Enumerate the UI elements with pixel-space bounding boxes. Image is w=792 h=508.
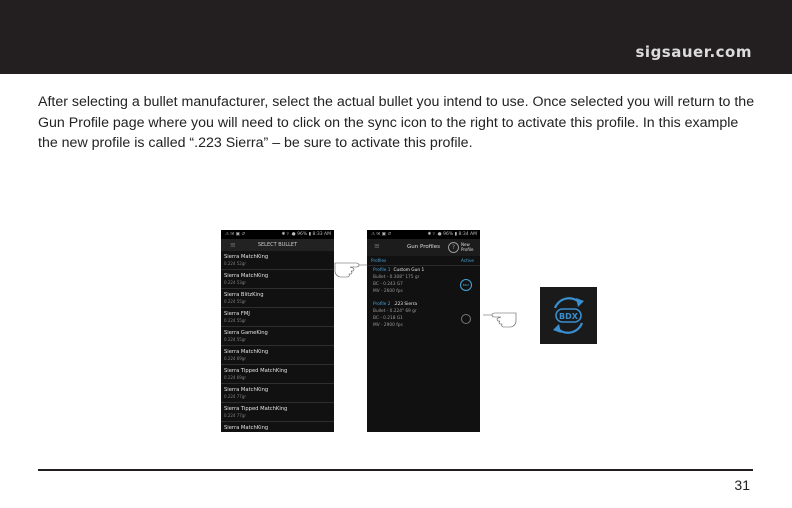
profile-2-label: Profile 2 <box>373 302 391 307</box>
brand-url[interactable]: sigsauer.com <box>635 43 752 61</box>
bullet-item[interactable] <box>221 403 334 422</box>
pointing-hand-icon <box>334 256 368 280</box>
phone-screenshot-gun-profiles <box>367 230 480 432</box>
profile-1-bc: BC - 0.243 G7 <box>373 282 403 287</box>
sync-icon[interactable] <box>540 287 597 344</box>
bullet-detail: 0.224 69gr <box>224 375 246 380</box>
bullet-item[interactable] <box>221 422 334 432</box>
new-profile-line1: New <box>461 242 470 247</box>
bullet-name: Sierra MatchKing <box>224 273 269 279</box>
bullet-detail: 0.224 55gr <box>224 299 246 304</box>
bullet-name: Sierra Tipped MatchKing <box>224 368 288 374</box>
bullet-item[interactable] <box>221 270 334 289</box>
new-profile-line2: Profile <box>461 247 474 252</box>
profile-2[interactable] <box>373 301 417 329</box>
tab-active[interactable]: Active <box>461 258 474 263</box>
bullet-item[interactable] <box>221 346 334 365</box>
bullet-detail: 0.224 69gr <box>224 356 246 361</box>
new-profile-button[interactable] <box>461 242 473 252</box>
bullet-name: Sierra FMJ <box>224 311 250 317</box>
status-left: ⚠ ✉ ▣ ↺ <box>371 232 392 237</box>
bullet-name: Sierra MatchKing <box>224 254 269 260</box>
profile-2-bullet: Bullet - 0.224" 69 gr <box>373 309 417 314</box>
profile-1[interactable] <box>373 267 424 295</box>
bullet-detail: 0.224 52gr <box>224 261 246 266</box>
profile-2-bc: BC - 0.218 G1 <box>373 316 403 321</box>
profile-1-name: Custom Gun 1 <box>393 268 425 273</box>
instruction-paragraph: After selecting a bullet manufacturer, select the actual bullet you intend to use. Once selected you will return to the Gun Profile page where you will need to click on the sync icon to the right to activate this profile. In this example the new profile is called “.223 Sierra” – be sure to activate this profile. <box>38 94 755 151</box>
status-right: ✱ ▿ .● 96% ▮ 8:33 AM <box>281 232 331 237</box>
select-bullet-header <box>221 239 334 251</box>
status-left: ⚠ ✉ ▣ ↺ <box>225 232 246 237</box>
bullet-detail: 0.224 77gr <box>224 394 246 399</box>
bullet-item[interactable] <box>221 289 334 308</box>
page-number: 31 <box>734 477 750 493</box>
bullet-name: Sierra MatchKing <box>224 387 269 393</box>
footer-rule <box>38 469 753 471</box>
profile-2-mv: MV - 2900 fps <box>373 323 403 328</box>
select-bullet-title: SELECT BULLET <box>257 242 298 248</box>
bullet-item[interactable] <box>221 251 334 270</box>
gun-profiles-title: Gun Profiles <box>407 244 440 250</box>
bullet-detail: 0.224 53gr <box>224 280 246 285</box>
bullet-name: Sierra BlitzKing <box>224 292 264 298</box>
menu-icon[interactable]: ≡ <box>230 241 236 249</box>
bullet-item[interactable] <box>221 327 334 346</box>
phone-screenshot-select-bullet <box>221 230 334 432</box>
gun-profiles-header <box>367 239 480 256</box>
tab-profiles[interactable]: Profiles <box>371 258 387 263</box>
menu-icon[interactable]: ≡ <box>374 242 380 250</box>
bullet-item[interactable] <box>221 308 334 327</box>
bullet-detail: 0.224 55gr <box>224 337 246 342</box>
profile-1-bullet: Bullet - 0.308" 175 gr <box>373 275 420 280</box>
bullet-name: Sierra MatchKing <box>224 349 269 355</box>
bullet-name: Sierra GameKing <box>224 330 268 336</box>
header-bar <box>0 0 792 74</box>
status-bar <box>367 230 480 239</box>
bullet-name: Sierra MatchKing <box>224 425 269 431</box>
bullet-name: Sierra Tipped MatchKing <box>224 406 288 412</box>
status-bar <box>221 230 334 239</box>
help-icon[interactable]: ? <box>448 242 459 253</box>
bullet-list <box>221 251 334 432</box>
sync-icon-label: BDX <box>559 312 578 321</box>
bullet-detail: 0.224 77gr <box>224 413 246 418</box>
profile-1-mv: MV - 2600 fps <box>373 289 403 294</box>
bdx-sync-icon-closeup <box>540 287 597 344</box>
profiles-tabs <box>367 256 480 266</box>
bullet-detail: 0.224 55gr <box>224 318 246 323</box>
profile-1-label: Profile 1 <box>373 268 391 273</box>
bullet-item[interactable] <box>221 384 334 403</box>
status-right: ✱ ▿ .● 96% ▮ 8:34 AM <box>427 232 477 237</box>
profile-1-sync-icon[interactable]: BDX <box>460 279 472 291</box>
pointing-hand-icon <box>481 306 517 330</box>
profile-2-name: .223 Sierra <box>393 302 418 307</box>
profile-2-activate-circle[interactable] <box>461 314 471 324</box>
bullet-item[interactable] <box>221 365 334 384</box>
